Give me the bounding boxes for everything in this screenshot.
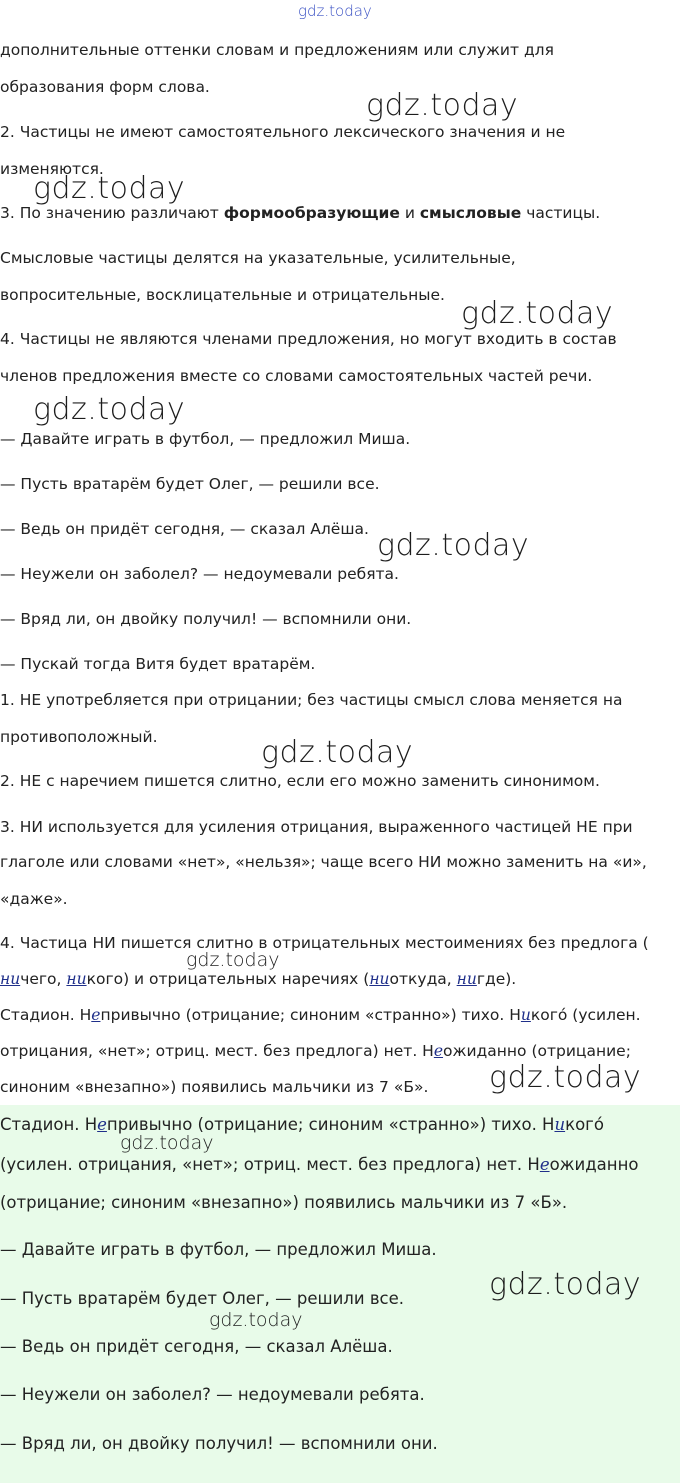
text-line: членов предложения вместе со словами самостоятельных частей речи. (0, 367, 593, 385)
watermark: gdz.today (186, 949, 280, 971)
watermark: gdz.today (33, 171, 186, 206)
watermark: gdz.today (489, 1267, 642, 1302)
watermark: gdz.today (489, 1060, 642, 1095)
rule-line: 1. НЕ употребляется при отрицании; без частицы смысл слова меняется на (0, 691, 623, 709)
text-line: вопросительные, восклицательные и отрицательные. (0, 286, 445, 304)
dialogue-line: — Ведь он придёт сегодня, — сказал Алёша. (0, 520, 369, 538)
rule-line: 2. НЕ с наречием пишется слитно, если его можно заменить синонимом. (0, 772, 600, 790)
answer-line: (отрицание; синоним «внезапно») появились мальчики из 7 «Б». (0, 1193, 568, 1212)
answer-dialogue-line: — Неужели он заболел? — недоумевали ребята. (0, 1385, 425, 1404)
text-line: 4. Частицы не являются членами предложения, но могут входить в состав (0, 330, 617, 348)
answer-dialogue-line: — Ведь он придёт сегодня, — сказал Алёша. (0, 1337, 393, 1356)
dialogue-line: — Давайте играть в футбол, — предложил Миша. (0, 430, 411, 448)
text-line: образования форм слова. (0, 78, 210, 96)
exercise-line: отрицания, «нет»; отриц. мест. без предлога) нет. Неожиданно (отрицание; (0, 1042, 631, 1060)
watermark: gdz.today (209, 1309, 303, 1331)
rule-line: «даже». (0, 890, 68, 908)
watermark: gdz.today (461, 296, 614, 331)
rule-line: глаголе или словами «нет», «нельзя»; чаще всего НИ можно заменить на «и», (0, 853, 647, 871)
dialogue-line: — Вряд ли, он двойку получил! — вспомнили они. (0, 610, 412, 628)
text-line: изменяются. (0, 160, 104, 178)
rule-line: 3. НИ используется для усиления отрицания, выраженного частицей НЕ при (0, 818, 633, 836)
answer-dialogue-line: — Пусть вратарём будет Олег, — решили все. (0, 1289, 405, 1308)
watermark: gdz.today (261, 735, 414, 770)
text-line: Смысловые частицы делятся на указательные, усилительные, (0, 249, 516, 267)
answer-line: Стадион. Непривычно (отрицание; синоним «странно») тихо. Никого́ (0, 1115, 604, 1134)
text-line: 2. Частицы не имеют самостоятельного лексического значения и не (0, 123, 566, 141)
watermark: gdz.today (366, 88, 519, 123)
dialogue-line: — Пускай тогда Витя будет вратарём. (0, 655, 316, 673)
watermark: gdz.today (298, 2, 372, 20)
watermark: gdz.today (33, 392, 186, 427)
watermark: gdz.today (377, 528, 530, 563)
answer-line: (усилен. отрицания, «нет»; отриц. мест. без предлога) нет. Неожиданно (0, 1155, 639, 1174)
exercise-line: синоним «внезапно») появились мальчики из 7 «Б». (0, 1078, 429, 1096)
rule-line: противоположный. (0, 728, 158, 746)
rule-line: ничего, никого) и отрицательных наречиях (ниоткуда, нигде). (0, 970, 517, 988)
exercise-line: Стадион. Непривычно (отрицание; синоним «странно») тихо. Никого́ (усилен. (0, 1006, 641, 1024)
rule-line: 4. Частица НИ пишется слитно в отрицательных местоимениях без предлога ( (0, 934, 649, 952)
dialogue-line: — Неужели он заболел? — недоумевали ребята. (0, 565, 399, 583)
answer-dialogue-line: — Вряд ли, он двойку получил! — вспомнили они. (0, 1434, 438, 1453)
watermark: gdz.today (120, 1132, 214, 1154)
text-line: дополнительные оттенки словам и предложениям или служит для (0, 41, 554, 59)
answer-dialogue-line: — Давайте играть в футбол, — предложил Миша. (0, 1240, 437, 1259)
dialogue-line: — Пусть вратарём будет Олег, — решили все. (0, 475, 380, 493)
text-line: 3. По значению различают формообразующие и смысловые частицы. (0, 204, 601, 222)
